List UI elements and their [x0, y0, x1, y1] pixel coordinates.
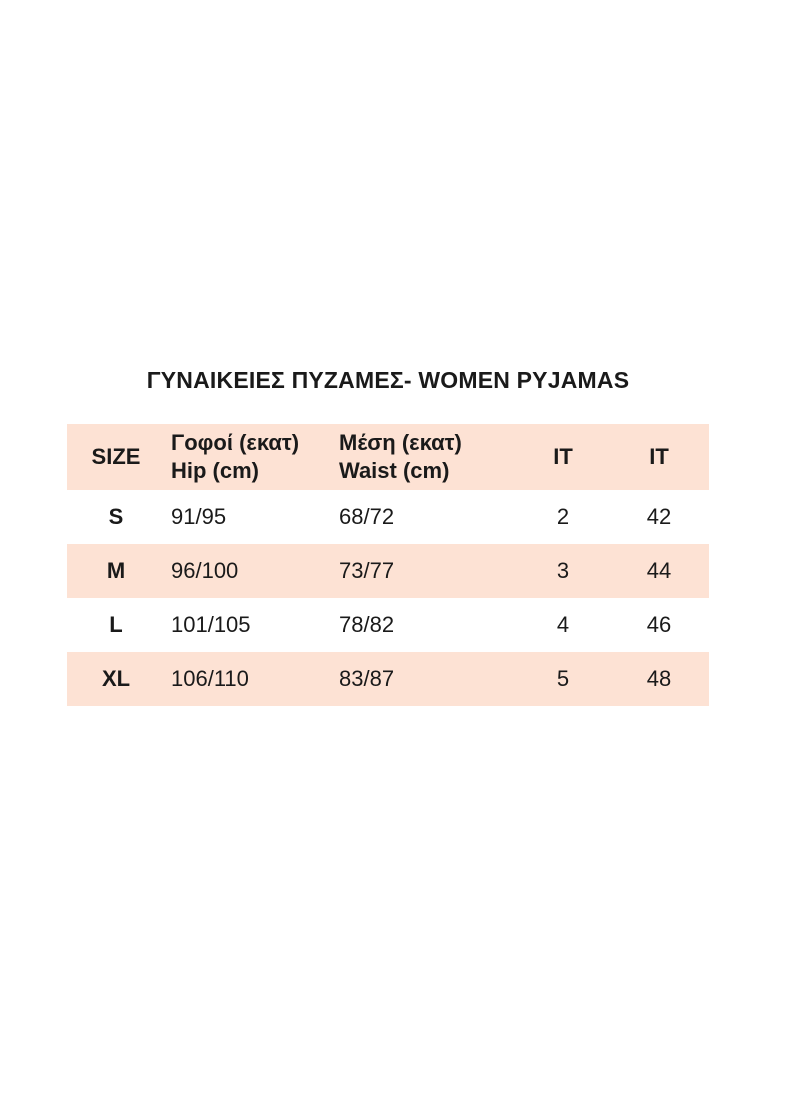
table-header-row — [67, 424, 709, 490]
cell-hip: 91/95 — [171, 504, 227, 529]
table-row — [67, 598, 709, 652]
cell-size: XL — [101, 666, 131, 691]
cell-it-1: 2 — [556, 504, 570, 529]
header-hip — [171, 429, 299, 485]
size-chart-table — [67, 424, 709, 706]
table-row — [67, 652, 709, 706]
cell-it-2: 48 — [646, 666, 672, 691]
page-title: ΓΥΝΑΙΚΕΙΕΣ ΠΥΖΑΜΕΣ- WOMEN PYJAMAS — [146, 367, 630, 393]
cell-hip: 106/110 — [171, 666, 249, 691]
cell-size: S — [108, 504, 124, 529]
header-waist — [339, 429, 462, 485]
cell-it-1: 4 — [556, 612, 570, 637]
cell-size: L — [109, 612, 123, 637]
header-it-2: IT — [649, 444, 669, 469]
cell-it-2: 44 — [646, 558, 672, 583]
cell-it-1: 5 — [556, 666, 570, 691]
cell-it-1: 3 — [556, 558, 570, 583]
header-size: SIZE — [91, 444, 141, 469]
cell-hip: 96/100 — [171, 558, 239, 583]
cell-waist: 73/77 — [339, 558, 395, 583]
header-waist-greek: Μέση (εκατ) — [339, 430, 462, 455]
header-waist-english: Waist (cm) — [339, 458, 450, 483]
cell-waist: 78/82 — [339, 612, 395, 637]
cell-it-2: 46 — [646, 612, 672, 637]
cell-hip: 101/105 — [171, 612, 251, 637]
cell-it-2: 42 — [646, 504, 672, 529]
header-hip-english: Hip (cm) — [171, 458, 259, 483]
cell-size: M — [106, 558, 126, 583]
cell-waist: 68/72 — [339, 504, 395, 529]
table-row — [67, 490, 709, 544]
header-it-1: IT — [553, 444, 573, 469]
cell-waist: 83/87 — [339, 666, 395, 691]
header-hip-greek: Γοφοί (εκατ) — [171, 430, 300, 455]
table-row — [67, 544, 709, 598]
